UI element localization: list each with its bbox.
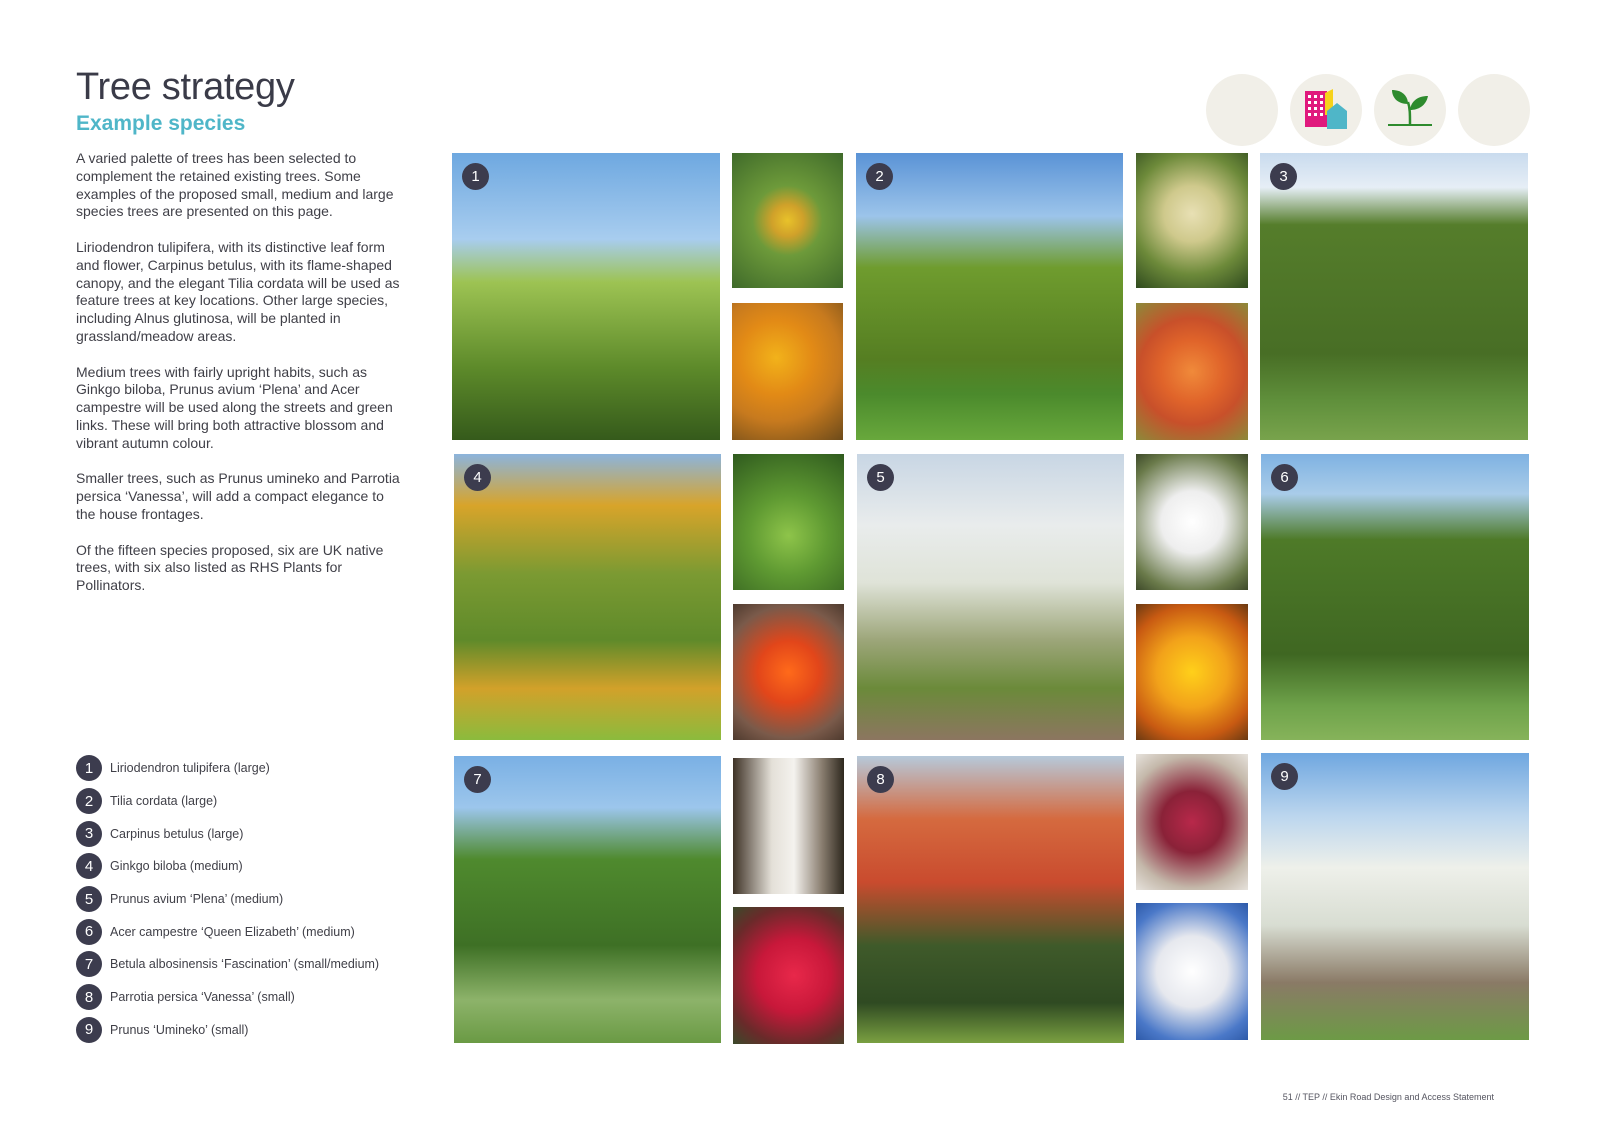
tree-photo-liriodendron bbox=[452, 153, 720, 440]
legend-label: Tilia cordata (large) bbox=[110, 794, 218, 809]
page-footer: 51 // TEP // Ekin Road Design and Access Statement bbox=[1282, 1092, 1494, 1102]
legend-label: Liriodendron tulipifera (large) bbox=[110, 761, 270, 776]
number-badge: 6 bbox=[76, 919, 102, 945]
legend-item bbox=[76, 850, 416, 883]
detail-photo-bark bbox=[733, 758, 844, 894]
detail-photo-orange-leaves bbox=[1136, 303, 1248, 440]
photo-number-badge: 4 bbox=[464, 464, 491, 491]
detail-photo-crimson-leaves bbox=[733, 907, 844, 1044]
legend-item bbox=[76, 981, 416, 1014]
theme-icons bbox=[1206, 74, 1530, 146]
species-legend bbox=[76, 752, 416, 1046]
photo-number-badge: 6 bbox=[1271, 464, 1298, 491]
photo-number-badge: 8 bbox=[867, 766, 894, 793]
number-badge: 4 bbox=[76, 853, 102, 879]
blank-circle-icon bbox=[1206, 74, 1278, 146]
detail-photo-ginkgo-leaf bbox=[733, 454, 844, 590]
legend-item bbox=[76, 1014, 416, 1047]
legend-label: Ginkgo biloba (medium) bbox=[110, 859, 243, 874]
number-badge: 2 bbox=[76, 788, 102, 814]
photo-number-badge: 5 bbox=[867, 464, 894, 491]
tree-photo-parrotia bbox=[857, 756, 1124, 1043]
legend-item bbox=[76, 915, 416, 948]
legend-item bbox=[76, 948, 416, 981]
detail-photo-red-leaf bbox=[733, 604, 844, 740]
number-badge: 3 bbox=[76, 821, 102, 847]
number-badge: 1 bbox=[76, 755, 102, 781]
detail-photo-flower bbox=[732, 153, 843, 288]
photo-number-badge: 1 bbox=[462, 163, 489, 190]
legend-label: Betula albosinensis ‘Fascination’ (small/medium) bbox=[110, 957, 380, 972]
paragraph: Of the fifteen species proposed, six are UK native trees, with six also listed as RHS Plants for Pollinators. bbox=[76, 541, 384, 594]
legend-label: Parrotia persica ‘Vanessa’ (small) bbox=[110, 990, 295, 1005]
buildings-icon bbox=[1290, 74, 1362, 146]
photo-number-badge: 7 bbox=[464, 766, 491, 793]
legend-label: Carpinus betulus (large) bbox=[110, 826, 244, 841]
blank-circle-icon bbox=[1458, 74, 1530, 146]
photo-number-badge: 2 bbox=[866, 163, 893, 190]
legend-label: Acer campestre ‘Queen Elizabeth’ (medium) bbox=[110, 924, 355, 939]
paragraph: A varied palette of trees has been selected to complement the retained existing trees. Some examples of the proposed small, medium and large species trees are presented on this page. bbox=[76, 150, 394, 220]
detail-photo-yellow-leaves bbox=[1136, 604, 1248, 740]
page-title: Tree strategy bbox=[76, 66, 295, 108]
detail-photo-cherry-blossom bbox=[1136, 903, 1248, 1040]
legend-item bbox=[76, 785, 416, 818]
detail-photo-pink-bud bbox=[1136, 754, 1248, 890]
legend-item bbox=[76, 883, 416, 916]
paragraph: Smaller trees, such as Prunus umineko and Parrotia persica ‘Vanessa’, will add a compact elegance to the house frontages. bbox=[76, 470, 400, 522]
paragraph: Liriodendron tulipifera, with its distinctive leaf form and flower, Carpinus betulus, with its flame-shaped canopy, and the elegant Tilia cordata will be used as feature trees at key locations. Other large species, including Alnus glutinosa, will be planted in grassland/meadow areas. bbox=[76, 238, 400, 344]
detail-photo-blossom bbox=[1136, 153, 1248, 288]
tree-photo-carpinus bbox=[1260, 153, 1528, 440]
tree-photo-tilia bbox=[856, 153, 1123, 440]
photo-number-badge: 3 bbox=[1270, 163, 1297, 190]
number-badge: 9 bbox=[76, 1017, 102, 1043]
legend-label: Prunus ‘Umineko’ (small) bbox=[110, 1022, 249, 1037]
tree-photo-betula bbox=[454, 756, 721, 1043]
body-text bbox=[76, 150, 406, 613]
seedling-icon bbox=[1374, 74, 1446, 146]
tree-photo-prunus-avium bbox=[857, 454, 1124, 740]
page-subtitle: Example species bbox=[76, 112, 246, 135]
detail-photo-white-blossom bbox=[1136, 454, 1248, 590]
number-badge: 8 bbox=[76, 984, 102, 1010]
photo-number-badge: 9 bbox=[1271, 763, 1298, 790]
detail-photo-autumn-leaves bbox=[732, 303, 843, 440]
legend-item bbox=[76, 752, 416, 785]
paragraph: Medium trees with fairly upright habits, such as Ginkgo biloba, Prunus avium ‘Plena’ and Acer campestre will be used along the streets and green links. These will bring both attractive blossom and vibrant autumn colour. bbox=[76, 363, 393, 451]
number-badge: 7 bbox=[76, 951, 102, 977]
tree-photo-ginkgo bbox=[454, 454, 721, 740]
legend-item bbox=[76, 817, 416, 850]
tree-photo-acer bbox=[1261, 454, 1529, 740]
legend-label: Prunus avium ‘Plena’ (medium) bbox=[110, 892, 284, 907]
tree-photo-prunus-umineko bbox=[1261, 753, 1529, 1040]
number-badge: 5 bbox=[76, 886, 102, 912]
